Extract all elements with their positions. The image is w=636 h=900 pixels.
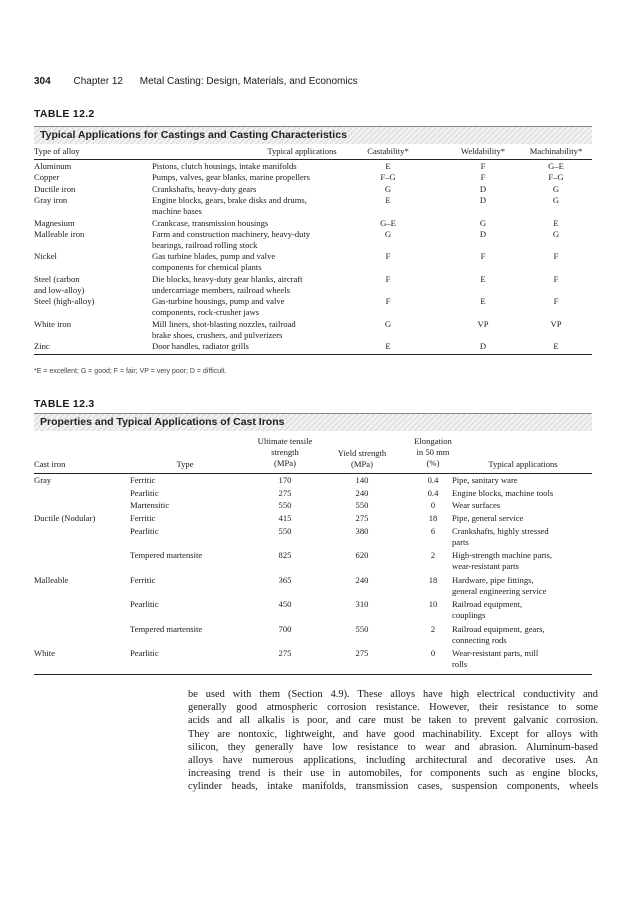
table2-elongation: 2 — [430, 550, 436, 561]
table2-col-uts — [240, 436, 330, 469]
table1-applications-line: Die blocks, heavy-duty gear blanks, aircraft — [152, 273, 303, 284]
table2-elongation: 0.4 — [427, 474, 439, 485]
body-line: be used with them (Section 4.9). These alloys have high electrical conductivity and — [188, 689, 598, 700]
table2-yield: 140 — [355, 474, 369, 485]
table1-castability: G — [384, 183, 392, 194]
table2-applications-line: Railroad equipment, gears, — [452, 623, 545, 634]
table1-row — [34, 218, 592, 229]
table2-uts: 825 — [278, 550, 292, 561]
table2-col-el-line: (%) — [426, 458, 440, 468]
table1-row — [34, 251, 592, 273]
table2-uts: 550 — [278, 500, 292, 511]
table1-applications-line: components for chemical plants — [152, 262, 262, 273]
table2-elongation: 6 — [430, 526, 436, 536]
table1-applications-line: Gas turbine blades, pump and valve — [152, 251, 276, 262]
table1-label: TABLE 12.2 — [34, 108, 95, 120]
body-line: They are nontoxic, lightweight, and have good machinability. Except for alloys with — [188, 728, 598, 740]
table1-weldability: F — [480, 161, 486, 171]
table2-type: Ferritic — [130, 474, 156, 485]
table1-applications — [152, 218, 472, 229]
table2-row — [34, 526, 592, 549]
table2-type: Ferritic — [130, 513, 156, 524]
table1-alloy-line: Steel (carbon — [34, 273, 80, 284]
table1-row — [34, 319, 592, 341]
table2-elongation: 2 — [430, 623, 436, 634]
table1-alloy — [34, 296, 154, 307]
chapter-title: Metal Casting: Design, Materials, and Economics — [139, 76, 358, 87]
table2-col-el-line: in 50 mm — [416, 447, 450, 457]
table2-elongation: 10 — [428, 599, 438, 610]
table2-applications-line: rolls — [452, 659, 468, 669]
table2-col-uts-line: Ultimate tensile — [257, 436, 313, 446]
table2-applications-line: Pipe, general service — [452, 513, 524, 524]
table2-yield: 380 — [355, 526, 369, 536]
table1-machinability: VP — [550, 318, 562, 329]
table2-applications-line: Railroad equipment, — [452, 599, 523, 610]
table1-applications — [152, 195, 472, 217]
table2-type: Tempered martensite — [130, 623, 203, 634]
table1-applications — [152, 229, 472, 251]
table1-machinability: G–E — [548, 161, 564, 171]
table2-applications-line: Wear-resistant parts, mill — [452, 648, 539, 658]
table1-alloy-line: Malleable iron — [34, 229, 85, 239]
table1-castability: F — [385, 296, 391, 307]
table2-applications-line: parts — [452, 537, 469, 547]
body-line: generally good atmospheric corrosion resistance. However, their resistance to some — [188, 702, 598, 714]
body-paragraph — [188, 688, 598, 794]
table1-weldability: D — [479, 229, 487, 239]
table1-alloy-line: Nickel — [34, 251, 57, 262]
table2-yield: 240 — [355, 487, 369, 498]
table1-col-header: Machinability* — [529, 146, 583, 156]
table2-applications-line: connecting rods — [452, 634, 507, 645]
table1-weldability: D — [479, 195, 487, 206]
table2-row — [34, 488, 592, 500]
table2-header-rule — [34, 473, 592, 474]
table1-castability: F–G — [380, 172, 396, 183]
table1-weldability: G — [479, 217, 487, 228]
table2-applications-line: couplings — [452, 610, 486, 621]
table1-row — [34, 229, 592, 251]
table1-applications-line: Mill liners, shot-blasting nozzles, railroad — [152, 318, 296, 329]
table2-col-apps: Typical applications — [488, 459, 558, 470]
table2-col-cast-iron: Cast iron — [34, 459, 66, 470]
table1-machinability: E — [553, 341, 559, 351]
table1-col-header: Typical applications — [267, 146, 337, 156]
table1-weldability: VP — [477, 318, 489, 329]
table2-yield: 275 — [355, 513, 369, 524]
page-header — [34, 76, 358, 87]
table2-uts: 365 — [278, 574, 292, 585]
table2-yield: 550 — [355, 623, 369, 634]
table1-alloy — [34, 172, 154, 183]
table1-alloy — [34, 274, 154, 296]
table2-row — [34, 575, 592, 598]
table2-elongation: 0.4 — [427, 487, 439, 498]
table2-applications — [452, 599, 594, 621]
table1-applications — [152, 341, 472, 352]
table2-uts: 700 — [278, 623, 292, 634]
table2-applications-line: Hardware, pipe fittings, — [452, 574, 534, 585]
table2-label: TABLE 12.3 — [34, 398, 95, 410]
table1-row — [34, 195, 592, 217]
table2-elongation: 0 — [430, 500, 436, 511]
table2-applications — [452, 624, 594, 646]
table1-bottom-rule — [34, 354, 592, 355]
table2-applications — [452, 526, 594, 548]
table1-header-row — [34, 146, 592, 158]
table2-bottom-rule — [34, 674, 592, 675]
table1-castability: E — [385, 195, 391, 206]
table2-applications — [452, 513, 594, 524]
table2-applications-line: Pipe, sanitary ware — [452, 474, 518, 485]
table1-machinability: E — [553, 217, 559, 228]
table1-alloy — [34, 195, 154, 206]
table1-applications-line: bearings, railroad rolling stock — [152, 240, 258, 250]
table2-col-ys-line: Yield strength — [337, 447, 387, 458]
table1-col-header: Castability* — [367, 146, 409, 156]
table1-col-header: Type of alloy — [34, 146, 80, 156]
table1-alloy-line: Zinc — [34, 341, 50, 351]
table1-alloy-line: Copper — [34, 172, 60, 183]
table2-yield: 620 — [355, 550, 369, 561]
table2-uts: 550 — [278, 526, 292, 536]
table1-alloy-line: Magnesium — [34, 217, 75, 228]
table2-row — [34, 599, 592, 622]
table2-applications-line: Engine blocks, machine tools — [452, 487, 554, 498]
table1-applications-line: Engine blocks, gears, brake disks and drums, — [152, 195, 307, 206]
table1-row — [34, 184, 592, 195]
table1-alloy-line: Steel (high-alloy) — [34, 296, 95, 307]
table2-col-type: Type — [176, 459, 194, 470]
table1-applications-line: Crankcase, transmission housings — [152, 217, 269, 228]
table1-applications-line: Crankshafts, heavy-duty gears — [152, 183, 257, 194]
table1-machinability: F–G — [548, 172, 564, 183]
table1-alloy — [34, 319, 154, 330]
table2-row — [34, 624, 592, 647]
table2-cast-iron: Ductile (Nodular) — [34, 513, 96, 524]
table2-uts: 275 — [278, 487, 292, 498]
table1-title-band — [34, 126, 592, 144]
table1-applications-line: machine bases — [152, 206, 202, 217]
table2-applications — [452, 648, 594, 670]
table2-applications — [452, 488, 594, 499]
table2-title: Properties and Typical Applications of Cast Irons — [40, 416, 285, 428]
table1-machinability: F — [553, 296, 559, 307]
table1-applications — [152, 184, 472, 195]
table2-cast-iron: White — [34, 648, 55, 658]
table1-machinability: G — [552, 183, 560, 194]
table2-elongation: 18 — [428, 513, 438, 524]
table2-yield: 310 — [355, 599, 369, 610]
table2-row — [34, 475, 592, 487]
table1-applications-line: Door handles, radiator grills — [152, 341, 249, 351]
table2-elongation: 0 — [430, 648, 436, 658]
body-line: silicon, they generally have low resistance to wear and abrasion. Aluminum-based — [188, 741, 598, 753]
table2-type: Pearlitic — [130, 599, 159, 610]
table1-applications-line: Pistons, clutch housings, intake manifolds — [152, 161, 297, 171]
table1-machinability: F — [553, 251, 559, 262]
table1-alloy — [34, 229, 154, 240]
table2-cast-iron: Gray — [34, 474, 52, 485]
page-number: 304 — [34, 76, 51, 87]
table1-weldability: E — [480, 296, 486, 307]
table2-uts: 170 — [278, 474, 292, 485]
table1-applications-line: Farm and construction machinery, heavy-duty — [152, 229, 311, 239]
table1-applications-line: Gas-turbine housings, pump and valve — [152, 296, 285, 307]
table1-castability: G–E — [380, 217, 396, 228]
table1-applications — [152, 274, 472, 296]
body-line: acids and all alkalis is poor, and care must be taken to prevent galvanic corrosion. — [188, 715, 598, 727]
table1-footnote: *E = excellent; G = good; F = fair; VP = very poor; D = difficult. — [34, 368, 227, 375]
table1-row — [34, 161, 592, 172]
table2-uts: 450 — [278, 599, 292, 610]
table1-row — [34, 296, 592, 318]
table1-applications — [152, 251, 472, 273]
table1-alloy — [34, 161, 154, 172]
table1-alloy — [34, 251, 154, 262]
table1-applications-line: Pumps, valves, gear blanks, marine propellers — [152, 172, 310, 183]
table1-row — [34, 172, 592, 183]
table2-yield: 550 — [355, 500, 369, 511]
table1-applications-line: components, rock-crusher jaws — [152, 307, 260, 318]
table2-yield: 275 — [355, 648, 369, 658]
table1-castability: E — [385, 161, 391, 171]
table1-alloy-line: Gray iron — [34, 195, 68, 206]
table2-col-uts-line: strength — [271, 447, 299, 457]
table1-applications — [152, 296, 472, 318]
table2-applications — [452, 475, 594, 486]
table2-type: Pearlitic — [130, 526, 159, 536]
table1-castability: G — [384, 229, 392, 239]
table2-applications — [452, 550, 594, 572]
table2-header — [34, 436, 592, 472]
table2-applications-line: High-strength machine parts, — [452, 550, 552, 561]
table2-cast-iron: Malleable — [34, 574, 69, 585]
table2-type: Pearlitic — [130, 487, 159, 498]
table2-row — [34, 513, 592, 525]
table1-castability: E — [385, 341, 391, 351]
table2-applications-line: Wear surfaces — [452, 500, 501, 511]
table2-row — [34, 648, 592, 671]
table1-applications-line: undercarriage members, railroad wheels — [152, 284, 290, 295]
table1-alloy — [34, 184, 154, 195]
table1-alloy-line: Aluminum — [34, 161, 72, 171]
table1-weldability: F — [480, 172, 486, 183]
table2-applications — [452, 500, 594, 511]
table1-weldability: D — [479, 183, 487, 194]
table2-title-band — [34, 413, 592, 431]
table2-col-uts-line: (MPa) — [274, 458, 296, 468]
table1-castability: G — [384, 318, 392, 329]
table1-castability: F — [385, 251, 391, 262]
table2-type: Ferritic — [130, 574, 156, 585]
table1-row — [34, 341, 592, 352]
table2-applications — [452, 575, 594, 597]
table1-header-rule — [34, 159, 592, 160]
table1-alloy-line: White iron — [34, 318, 71, 329]
table2-applications-line: Crankshafts, highly stressed — [452, 526, 549, 536]
table2-type: Pearlitic — [130, 648, 159, 658]
table1-row — [34, 274, 592, 296]
table2-col-ys — [322, 448, 402, 470]
table1-weldability: D — [479, 341, 487, 351]
chapter-label: Chapter 12 — [73, 76, 123, 87]
table1-applications — [152, 161, 472, 172]
table2-applications-line: general engineering service — [452, 585, 547, 596]
table1-alloy-line: Ductile iron — [34, 183, 76, 194]
body-line: increasing trend is their use in automobiles, for components such as engine blocks, — [188, 768, 598, 780]
body-line: cylinder heads, intake manifolds, transmission cases, suspension components, wheels — [188, 781, 598, 793]
table1-col-header: Weldability* — [460, 146, 506, 156]
table1-alloy — [34, 218, 154, 229]
table2-row — [34, 500, 592, 512]
body-line: alloys have numerous applications, including architectural and decorative uses. An — [188, 755, 598, 767]
table1-machinability: G — [552, 195, 560, 206]
table1-applications — [152, 319, 472, 341]
table1-machinability: F — [553, 273, 559, 284]
table2-elongation: 18 — [428, 574, 438, 585]
table1-title: Typical Applications for Castings and Casting Characteristics — [40, 129, 347, 141]
table1-applications-line: brake shoes, crushers, and pulverizers — [152, 329, 283, 340]
table2-type: Tempered martensite — [130, 550, 203, 561]
table2-row — [34, 550, 592, 573]
table2-yield: 240 — [355, 574, 369, 585]
table2-col-el-line: Elongation — [414, 436, 452, 446]
table1-alloy — [34, 341, 154, 352]
table1-weldability: E — [480, 273, 486, 284]
table1-castability: F — [385, 273, 391, 284]
table2-uts: 415 — [278, 513, 292, 524]
table1-applications — [152, 172, 472, 183]
table2-col-ys-line: (MPa) — [351, 458, 373, 469]
table2-applications-line: wear-resistant parts — [452, 561, 519, 572]
table2-type: Martensitic — [130, 500, 170, 511]
table2-uts: 275 — [278, 648, 292, 658]
table1-alloy-line: and low-alloy) — [34, 284, 85, 295]
table1-machinability: G — [552, 229, 560, 239]
table1-weldability: F — [480, 251, 486, 262]
